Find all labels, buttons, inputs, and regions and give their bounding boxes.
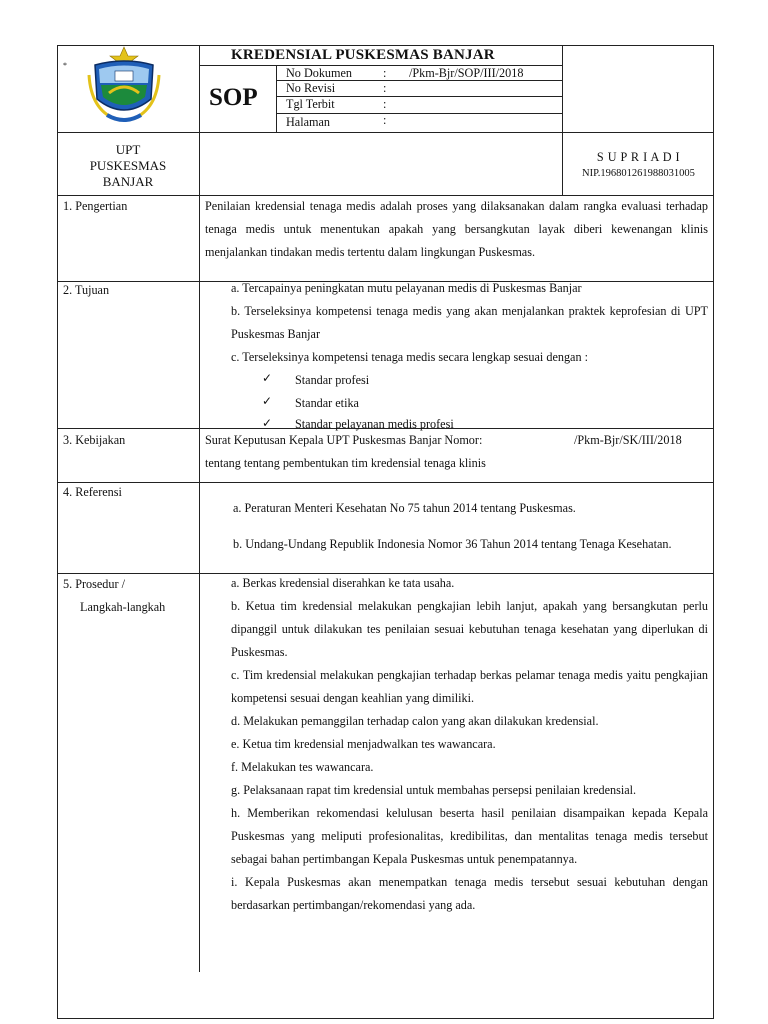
unit-name-line-2: PUSKESMAS [89,158,167,173]
prosedur-item-a: a. Berkas kredensial diserahkan ke tata usaha. [231,576,455,590]
section-label-prosedur-1: 5. Prosedur / [63,577,125,591]
checkmark-icon: ✓ [262,394,273,408]
tujuan-check-2: Standar etika [295,396,359,410]
pengertian-text: Penilaian kredensial tenaga medis adalah proses yang dilaksanakan dalam rangka evaluasi terhadap tenaga medis untuk menentukan apakah yang bersangkutan layak diberi kewenangan klinis menjalankan tindakan medis tertentu dalam lingkungan Puskesmas. [205,199,708,259]
section-label-kebijakan: 3. Kebijakan [63,433,126,447]
section-label-referensi: 4. Referensi [63,485,122,499]
section-label-prosedur-2: Langkah-langkah [80,600,166,614]
unit-name-line-3: BANJAR [102,174,154,189]
prosedur-list [231,572,708,917]
puskesmas-regency-emblem-icon [85,45,163,127]
unit-name-line-1: UPT [115,142,141,157]
signer-nip: NIP.196801261988031005 [582,168,695,179]
checkmark-icon: ✓ [262,416,273,430]
prosedur-item-e: e. Ketua tim kredensial menjadwalkan tes wawancara. [231,737,496,751]
meta-label-no-dokumen: No Dokumen [286,66,353,80]
meta-value-no-dokumen: /Pkm-Bjr/SOP/III/2018 [409,66,524,80]
meta-sep-no-revisi: : [383,81,387,95]
referensi-item-a: a. Peraturan Menteri Kesehatan No 75 tahun 2014 tentang Puskesmas. [233,501,576,515]
prosedur-item-i: i. Kepala Puskesmas akan menempatkan tenaga medis tersebut sesuai kebutuhan dengan berdasarkan pertimbangan/rekomendasi yang ada. [231,875,708,912]
logo-marker: * [63,61,67,70]
prosedur-item-h: h. Memberikan rekomendasi kelulusan beserta hasil penilaian disampaikan kepada Kepala Puskesmas yang meliputi profesionalitas, kredibilitas, dan mentalitas tenaga medis tersebut sebagai bahan pertimbangan Kepala Puskesmas untuk penempatannya. [231,806,708,866]
meta-label-tgl-terbit: Tgl Terbit [286,97,335,111]
prosedur-item-c: c. Tim kredensial melakukan pengkajian terhadap berkas pelamar tenaga medis yaitu pengkajian kompetensi sesuai dengan keahlian yang dimiliki. [231,668,708,705]
prosedur-item-f: f. Melakukan tes wawancara. [231,760,374,774]
meta-row-line-3 [276,113,562,114]
tujuan-item-b: b. Terseleksinya kompetensi tenaga medis yang akan menjalankan praktek keprofesian di UPT Puskesmas Banjar [231,304,708,341]
referensi-item-b: b. Undang-Undang Republik Indonesia Nomor 36 Tahun 2014 tentang Tenaga Kesehatan. [233,537,672,551]
checkmark-icon: ✓ [262,371,273,385]
prosedur-item-d: d. Melakukan pemanggilan terhadap calon yang akan dilakukan kredensial. [231,714,599,728]
signer-name: S U P R I A D I [596,150,681,164]
meta-sep-no-dokumen: : [383,66,387,80]
sop-label: SOP [209,84,258,111]
tujuan-item-a: a. Tercapainya peningkatan mutu pelayanan medis di Puskesmas Banjar [231,281,582,295]
prosedur-item-g: g. Pelaksanaan rapat tim kredensial untuk membahas persepsi penilaian kredensial. [231,783,637,797]
document-title: KREDENSIAL PUSKESMAS BANJAR [231,47,495,63]
meta-label-no-revisi: No Revisi [286,81,336,95]
meta-sep-halaman: : [383,113,387,127]
header-divider-right [562,45,563,132]
meta-sep-tgl-terbit: : [383,97,387,111]
prosedur-item-b: b. Ketua tim kredensial melakukan pengkajian lebih lanjut, apakah yang bersangkutan perlu dipanggil untuk dilakukan tes penilaian sesuai kebutuhan tenaga kesehatan yang diperlukan di Puskesmas. [231,599,708,659]
meta-label-halaman: Halaman [286,115,330,129]
section-label-tujuan: 2. Tujuan [63,283,110,297]
header-divider-left [199,45,200,972]
unit-name [57,142,199,190]
tujuan-item-c: c. Terseleksinya kompetensi tenaga medis secara lengkap sesuai dengan : [231,350,588,364]
tujuan-check-1: Standar profesi [295,373,370,387]
section-label-pengertian: 1. Pengertian [63,199,128,213]
sop-meta-divider [276,65,277,132]
tujuan-list [231,277,708,369]
kebijakan-line-2: tentang tentang pembentukan tim kredensial tenaga klinis [205,456,486,470]
tujuan-check-3: Standar pelayanan medis profesi [295,417,454,431]
kebijakan-line-1-left: Surat Keputusan Kepala UPT Puskesmas Banjar Nomor: [205,433,483,447]
kebijakan-line-1-right: /Pkm-Bjr/SK/III/2018 [574,433,682,447]
header-bottom-line [57,132,714,133]
section-line-3 [57,482,714,483]
